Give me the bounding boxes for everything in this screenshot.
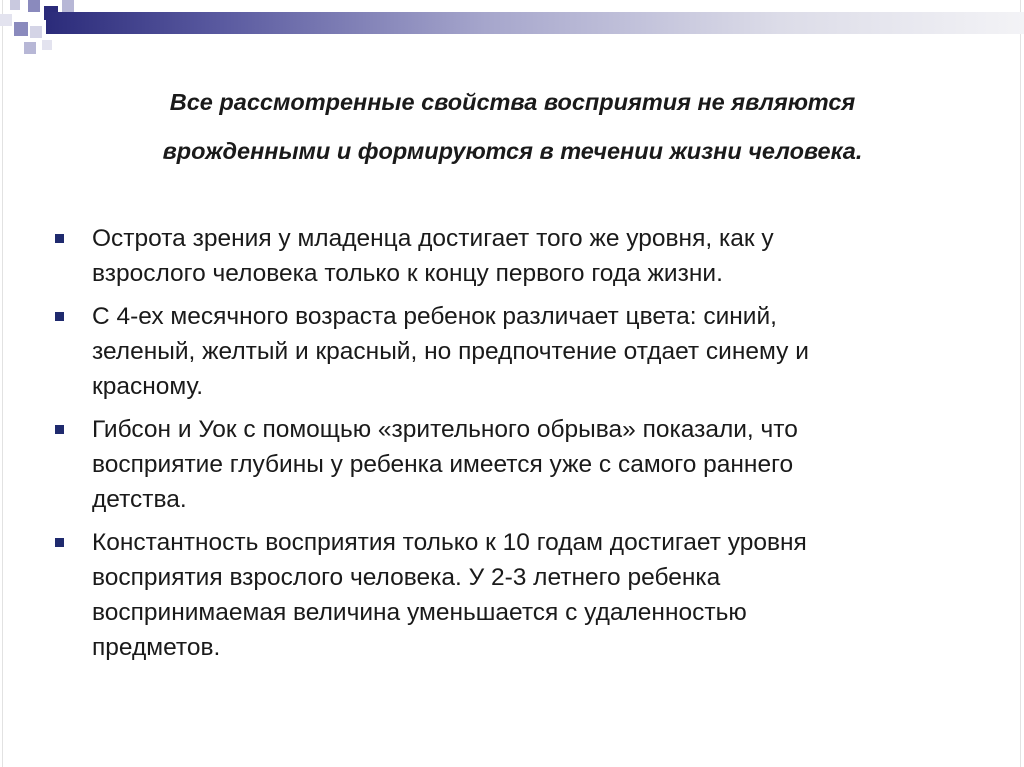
header-gradient-bar bbox=[46, 12, 1024, 34]
corner-square bbox=[30, 26, 42, 38]
bullet-text: Константность восприятия только к 10 годам достигает уровня восприятия взрослого человека. У 2-3 летнего ребенка воспринимаемая величина уменьшается с удаленностью предметов. bbox=[92, 529, 807, 661]
frame-left-line bbox=[2, 0, 3, 767]
corner-square bbox=[10, 0, 20, 10]
bullet-text: Острота зрения у младенца достигает того же уровня, как у взрослого человека только к концу первого года жизни. bbox=[92, 225, 774, 287]
corner-square bbox=[0, 14, 12, 26]
bullet-list bbox=[52, 221, 952, 673]
corner-square bbox=[62, 0, 74, 12]
bullet-item bbox=[52, 525, 952, 665]
frame-right-line bbox=[1020, 0, 1021, 767]
corner-square bbox=[24, 42, 36, 54]
square-bullet-icon bbox=[55, 234, 64, 243]
corner-square bbox=[28, 0, 40, 12]
bullet-item bbox=[52, 221, 952, 291]
square-bullet-icon bbox=[55, 312, 64, 321]
square-bullet-icon bbox=[55, 538, 64, 547]
corner-square bbox=[14, 22, 28, 36]
bullet-item bbox=[52, 412, 952, 517]
corner-square bbox=[42, 40, 52, 50]
bullet-text: Гибсон и Уок с помощью «зрительного обрыва» показали, что восприятие глубины у ребенка имеется уже с самого раннего детства. bbox=[92, 416, 798, 513]
slide-title: Все рассмотренные свойства восприятия не являются врожденными и формируются в течении жизни человека. bbox=[162, 89, 863, 164]
bullet-text: С 4-ех месячного возраста ребенок различает цвета: синий, зеленый, желтый и красный, но предпочтение отдает синему и красному. bbox=[92, 303, 809, 400]
bullet-item bbox=[52, 299, 952, 404]
square-bullet-icon bbox=[55, 425, 64, 434]
